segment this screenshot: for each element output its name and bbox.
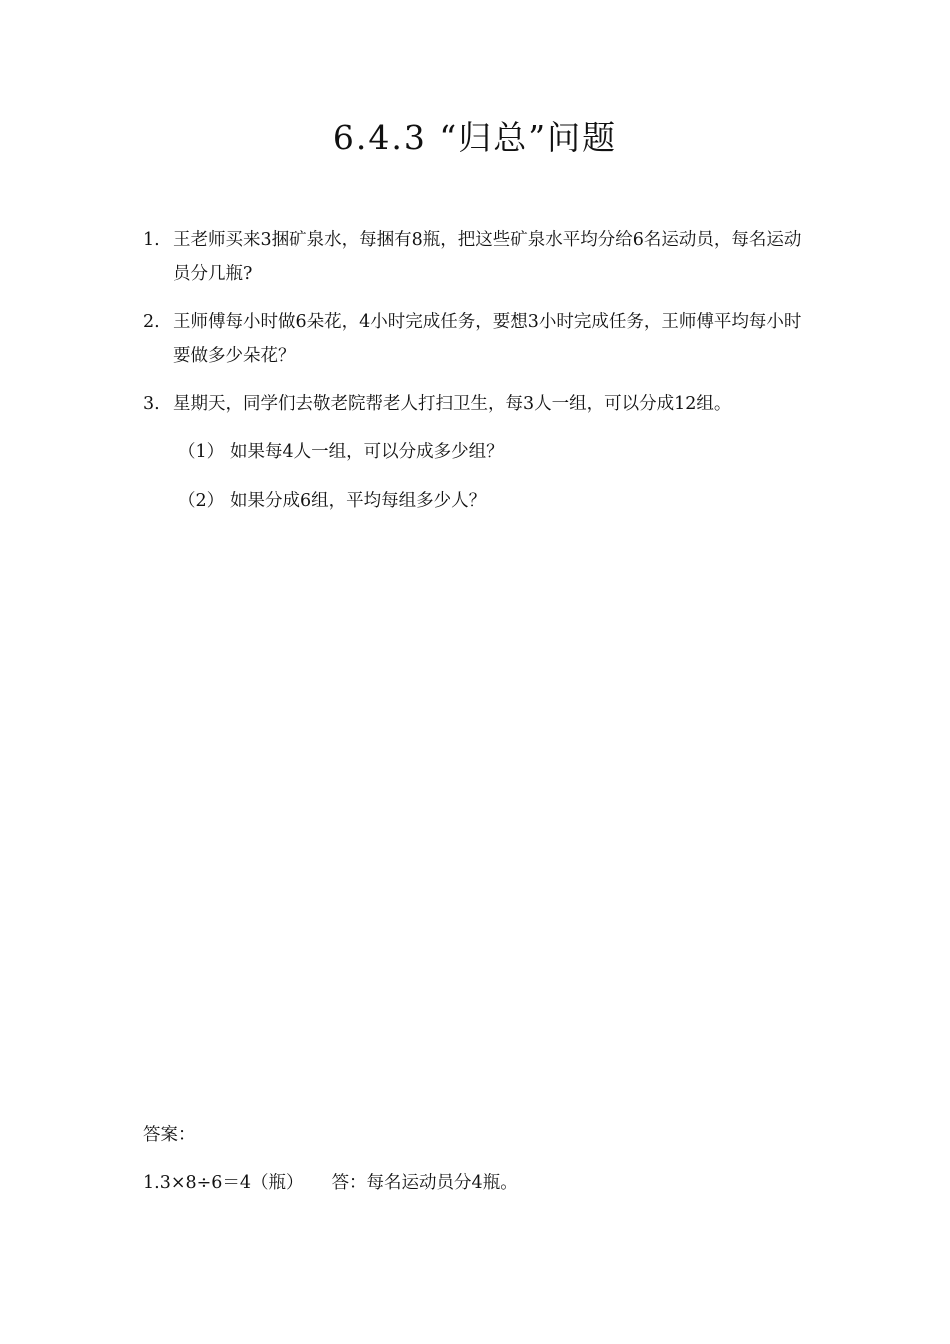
question-text: 王老师买来3捆矿泉水，每捆有8瓶，把这些矿泉水平均分给6名运动员，每名运动员分几瓶? (173, 230, 802, 284)
subquestion-number: （1） (178, 442, 225, 462)
answer-1 (143, 1166, 518, 1200)
answer-reply: 答：每名运动员分4瓶。 (331, 1173, 518, 1193)
subquestion-text: 如果分成6组，平均每组多少人？ (230, 491, 487, 511)
subquestion-2 (178, 484, 486, 518)
page-title: 6.4.3 “归总”问题 (332, 118, 618, 157)
question-3 (143, 387, 803, 421)
question-text: 星期天，同学们去敬老院帮老人打扫卫生，每3人一组，可以分成12组。 (173, 394, 732, 414)
subquestion-number: （2） (178, 491, 225, 511)
question-text: 王师傅每小时做6朵花，4小时完成任务，要想3小时完成任务，王师傅平均每小时要做多少朵花？ (173, 312, 802, 366)
question-number: 1. (143, 230, 160, 250)
question-1 (143, 223, 803, 291)
subquestion-text: 如果每4人一组，可以分成多少组？ (230, 442, 504, 462)
question-2 (143, 305, 803, 373)
answer-formula: 1.3×8÷6＝4（瓶） (143, 1173, 304, 1193)
question-number: 3. (143, 394, 160, 414)
answer-heading: 答案： (143, 1125, 196, 1145)
question-number: 2. (143, 312, 160, 332)
subquestion-1 (178, 435, 504, 469)
